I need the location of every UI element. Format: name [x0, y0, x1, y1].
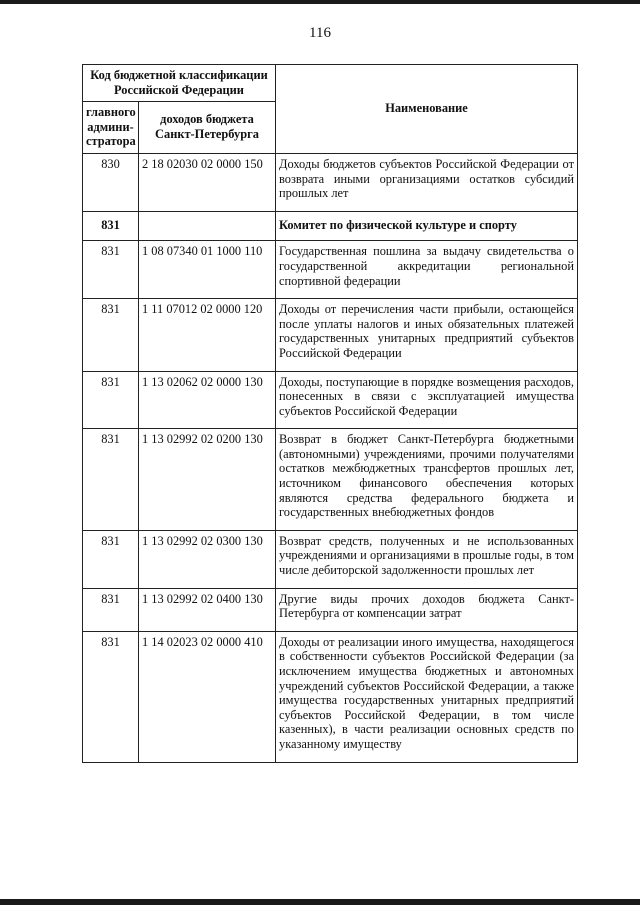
- table-row: [83, 530, 578, 588]
- admin-cell: 831: [83, 241, 139, 299]
- code-cell: [139, 211, 276, 241]
- admin-cell: 831: [83, 211, 139, 241]
- code-cell: 2 18 02030 02 0000 150: [139, 153, 276, 211]
- table-row: [83, 153, 578, 211]
- table-row: [83, 241, 578, 299]
- section-row: [83, 211, 578, 241]
- name-cell: Доходы бюджетов субъектов Российской Федерации от возврата иными организациями остатков субсидий прошлых лет: [276, 153, 578, 211]
- code-cell: 1 13 02992 02 0300 130: [139, 530, 276, 588]
- header-code: доходов бюджета Санкт-Петербурга: [139, 102, 276, 154]
- admin-cell: 831: [83, 299, 139, 371]
- header-row-top: [83, 65, 578, 102]
- name-cell: Возврат средств, полученных и не использованных учреждениями и организациями в прошлые годы, в том числе дебиторской задолженности прошлых лет: [276, 530, 578, 588]
- table-row: [83, 429, 578, 531]
- header-name: Наименование: [276, 65, 578, 154]
- name-cell: Доходы от реализации иного имущества, находящегося в собственности субъектов Российской Федерации (за исключением имущества бюджетных и автономных учреждений субъектов Российской Федерации, а также имущества государственных унитарных предприятий субъектов Российской Федерации, в том числе казенных), в части реализации основных средств по указанному имуществу: [276, 631, 578, 762]
- budget-classification-table: [82, 64, 578, 763]
- page-number: 116: [309, 25, 331, 41]
- admin-cell: 831: [83, 588, 139, 631]
- name-cell: Доходы от перечисления части прибыли, остающейся после уплаты налогов и иных обязательных платежей государственных унитарных предприятий субъектов Российской Федерации: [276, 299, 578, 371]
- code-cell: 1 13 02992 02 0200 130: [139, 429, 276, 531]
- code-cell: 1 13 02062 02 0000 130: [139, 371, 276, 429]
- name-cell: Другие виды прочих доходов бюджета Санкт-Петербурга от компенсации затрат: [276, 588, 578, 631]
- admin-cell: 831: [83, 530, 139, 588]
- name-cell: Доходы, поступающие в порядке возмещения расходов, понесенных в связи с эксплуатацией имущества субъектов Российской Федерации: [276, 371, 578, 429]
- admin-cell: 831: [83, 371, 139, 429]
- table-row: [83, 371, 578, 429]
- scan-edge-top: [0, 0, 640, 4]
- code-cell: 1 08 07340 01 1000 110: [139, 241, 276, 299]
- code-cell: 1 11 07012 02 0000 120: [139, 299, 276, 371]
- section-title-cell: Комитет по физической культуре и спорту: [276, 211, 578, 241]
- code-cell: 1 13 02992 02 0400 130: [139, 588, 276, 631]
- admin-cell: 831: [83, 631, 139, 762]
- table-body: [83, 153, 578, 762]
- name-cell: Возврат в бюджет Санкт-Петербурга бюджетными (автономными) учреждениями, прочими получателями остатков межбюджетных трансфертов прошлых лет, источником финансового обеспечения которых являются средства федерального бюджета и государственных внебюджетных фондов: [276, 429, 578, 531]
- admin-cell: 831: [83, 429, 139, 531]
- header-group-title: Код бюджетной классификации Российской Федерации: [83, 65, 276, 102]
- header-admin: главного админи-стратора: [83, 102, 139, 154]
- table-row: [83, 588, 578, 631]
- table-row: [83, 299, 578, 371]
- scan-edge-bottom: [0, 899, 640, 905]
- table-row: [83, 631, 578, 762]
- admin-cell: 830: [83, 153, 139, 211]
- code-cell: 1 14 02023 02 0000 410: [139, 631, 276, 762]
- name-cell: Государственная пошлина за выдачу свидетельства о государственной аккредитации региональной спортивной федерации: [276, 241, 578, 299]
